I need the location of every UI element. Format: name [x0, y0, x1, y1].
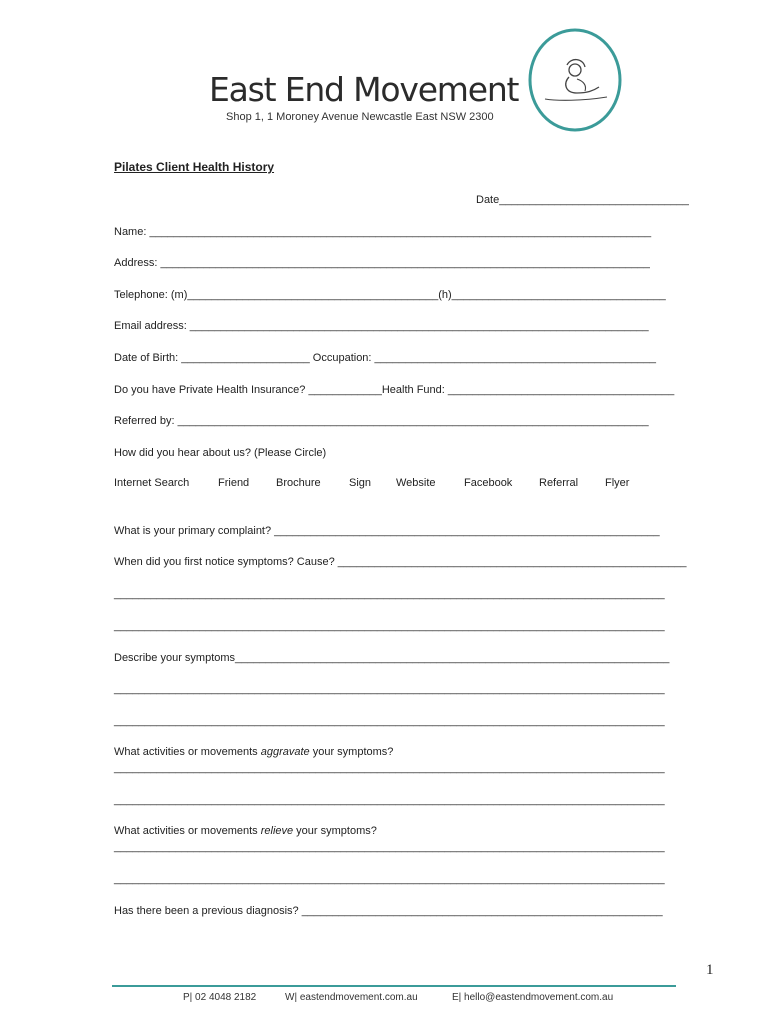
date-field[interactable]: Date_______________________________ — [476, 194, 689, 206]
blank-answer-line[interactable]: __________________________________________________________________________________________ — [114, 683, 665, 695]
referred-by-field[interactable]: Referred by: _____________________________________________________________________________ — [114, 415, 649, 427]
first-notice-field[interactable]: When did you first notice symptoms? Cause? _________________________________________________________ — [114, 556, 687, 568]
footer-website[interactable]: W| eastendmovement.com.au — [285, 992, 418, 1003]
blank-answer-line[interactable]: __________________________________________________________________________________________ — [114, 715, 665, 727]
option-friend[interactable]: Friend — [218, 477, 250, 489]
dob-occupation-field[interactable]: Date of Birth: _____________________ Occupation: ______________________________________________ — [114, 352, 656, 364]
hear-about-label: How did you hear about us? (Please Circle) — [114, 447, 327, 459]
relieve-question: What activities or movements relieve your symptoms? — [114, 825, 377, 837]
blank-answer-line[interactable]: __________________________________________________________________________________________ — [114, 873, 665, 885]
aggravate-question: What activities or movements aggravate your symptoms? — [114, 746, 394, 758]
telephone-field[interactable]: Telephone: (m)_________________________________________(h)___________________________________ — [114, 289, 666, 301]
insurance-field[interactable]: Do you have Private Health Insurance? ____________Health Fund: _____________________________________ — [114, 384, 675, 396]
footer-divider — [112, 985, 676, 987]
email-field[interactable]: Email address: ___________________________________________________________________________ — [114, 320, 649, 332]
blank-answer-line[interactable]: __________________________________________________________________________________________ — [114, 841, 665, 853]
blank-answer-line[interactable]: __________________________________________________________________________________________ — [114, 762, 665, 774]
form-title: Pilates Client Health History — [114, 160, 275, 174]
brand-title: East End Movement — [209, 70, 519, 109]
option-brochure[interactable]: Brochure — [276, 477, 321, 489]
blank-answer-line[interactable]: __________________________________________________________________________________________ — [114, 794, 665, 806]
pilates-figure-logo-icon — [527, 27, 623, 133]
blank-answer-line[interactable]: __________________________________________________________________________________________ — [114, 588, 665, 600]
page-number: 1 — [706, 962, 714, 978]
option-internet-search[interactable]: Internet Search — [114, 477, 190, 489]
footer-email[interactable]: E| hello@eastendmovement.com.au — [452, 992, 614, 1003]
option-referral[interactable]: Referral — [539, 477, 579, 489]
option-website[interactable]: Website — [396, 477, 436, 489]
describe-symptoms-field[interactable]: Describe your symptoms_______________________________________________________________________ — [114, 652, 670, 664]
option-sign[interactable]: Sign — [349, 477, 372, 489]
address-field[interactable]: Address: ________________________________________________________________________________ — [114, 257, 650, 269]
previous-diagnosis-field[interactable]: Has there been a previous diagnosis? ___________________________________________________________ — [114, 905, 663, 917]
primary-complaint-field[interactable]: What is your primary complaint? _______________________________________________________________ — [114, 525, 660, 537]
footer-phone: P| 02 4048 2182 — [183, 992, 257, 1003]
name-field[interactable]: Name: __________________________________________________________________________________ — [114, 226, 652, 238]
blank-answer-line[interactable]: __________________________________________________________________________________________ — [114, 620, 665, 632]
option-flyer[interactable]: Flyer — [605, 477, 630, 489]
brand-address: Shop 1, 1 Moroney Avenue Newcastle East NSW 2300 — [226, 111, 494, 123]
option-facebook[interactable]: Facebook — [464, 477, 513, 489]
